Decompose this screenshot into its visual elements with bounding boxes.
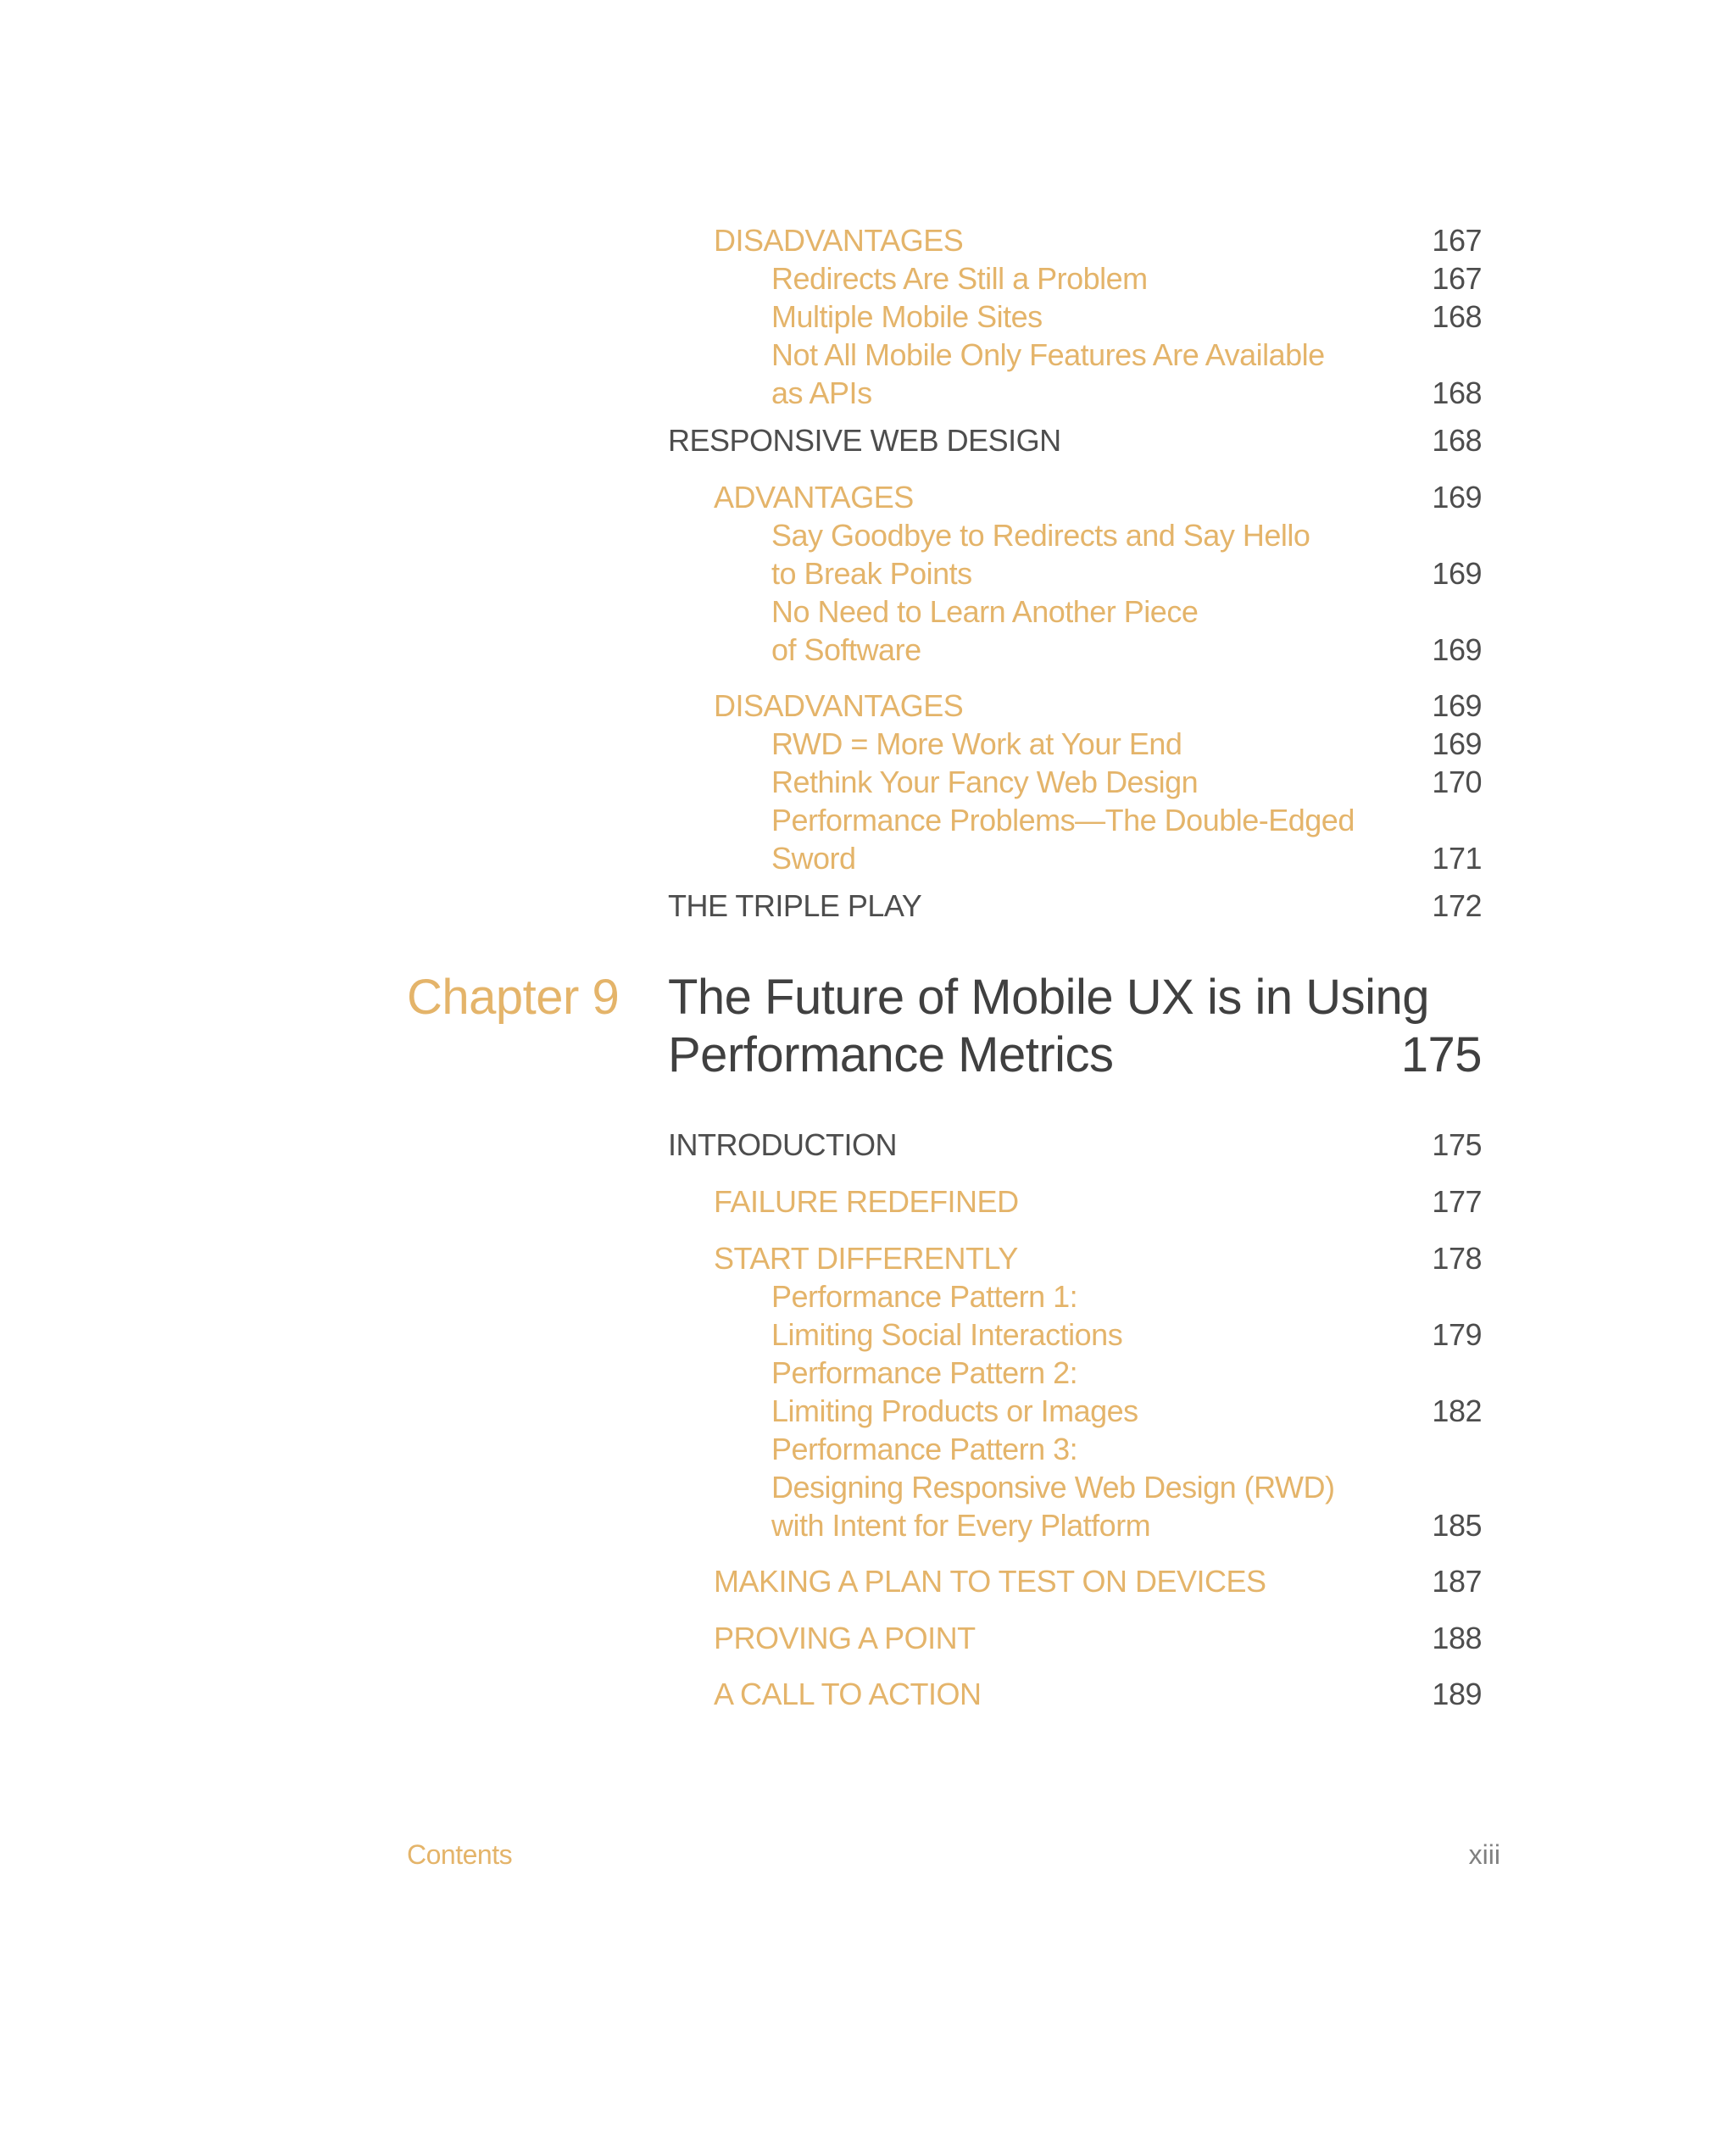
toc-entry-text: of Software (771, 632, 921, 667)
toc-entry-text: Designing Responsive Web Design (RWD) (771, 1470, 1335, 1505)
toc-entry-page: 169 (1432, 480, 1482, 515)
toc-entry-page: 167 (1432, 261, 1482, 296)
chapter-page-number: 175 (1400, 1027, 1482, 1082)
toc-entry-page: 171 (1432, 841, 1482, 876)
toc-entry-text: Redirects Are Still a Problem (771, 261, 1148, 296)
toc-entry-page: 182 (1432, 1393, 1482, 1428)
toc-entry-page: 172 (1432, 888, 1482, 923)
toc-entry-text: Performance Pattern 2: (771, 1355, 1078, 1390)
toc-entry-text: RESPONSIVE WEB DESIGN (668, 423, 1061, 458)
toc-entry-text: as APIs (771, 375, 872, 410)
toc-entry-text: MAKING A PLAN TO TEST ON DEVICES (714, 1564, 1266, 1599)
chapter-label: Chapter 9 (407, 970, 620, 1025)
toc-entry-page: 168 (1432, 375, 1482, 410)
toc-entry-page: 169 (1432, 726, 1482, 761)
toc-entry-text: RWD = More Work at Your End (771, 726, 1182, 761)
toc-entry-text: Multiple Mobile Sites (771, 299, 1043, 334)
toc-entry-text: PROVING A POINT (714, 1621, 976, 1655)
toc-entry-text: Rethink Your Fancy Web Design (771, 765, 1199, 799)
toc-entry-page: 169 (1432, 556, 1482, 591)
toc-entry-text: A CALL TO ACTION (714, 1677, 982, 1711)
toc-entry-page: 189 (1432, 1677, 1482, 1711)
toc-entry-page: 175 (1432, 1127, 1482, 1162)
toc-entry-text: to Break Points (771, 556, 972, 591)
footer-section-title: Contents (407, 1839, 513, 1870)
toc-entry-text: FAILURE REDEFINED (714, 1184, 1019, 1219)
toc-entry-text: Sword (771, 841, 856, 876)
toc-entry-page: 187 (1432, 1564, 1482, 1599)
toc-entry-page: 168 (1432, 299, 1482, 334)
toc-entry-text: Limiting Products or Images (771, 1393, 1138, 1428)
toc-entry-text: Performance Pattern 3: (771, 1432, 1078, 1466)
toc-entry-page: 169 (1432, 632, 1482, 667)
toc-entry-page: 185 (1432, 1508, 1482, 1543)
toc-entry-text: Performance Problems—The Double-Edged (771, 803, 1355, 837)
chapter-title-line-1: The Future of Mobile UX is in Using (668, 970, 1429, 1025)
chapter-title-line-2: Performance Metrics (668, 1027, 1114, 1082)
toc-entry-text: THE TRIPLE PLAY (668, 888, 922, 923)
toc-entry-page: 178 (1432, 1241, 1482, 1276)
toc-entry-text: ADVANTAGES (714, 480, 914, 515)
toc-entry-page: 169 (1432, 688, 1482, 723)
toc-entry-page: 177 (1432, 1184, 1482, 1219)
toc-entry-text: START DIFFERENTLY (714, 1241, 1018, 1276)
toc-entry-text: Limiting Social Interactions (771, 1317, 1123, 1352)
toc-entry-text: DISADVANTAGES (714, 688, 964, 723)
toc-entry-text: DISADVANTAGES (714, 223, 964, 258)
toc-entry-text: Performance Pattern 1: (771, 1279, 1078, 1314)
toc-entry-text: No Need to Learn Another Piece (771, 594, 1199, 629)
footer-page-number: xiii (1468, 1839, 1500, 1870)
toc-entry-text: INTRODUCTION (668, 1127, 897, 1162)
chapter-title (668, 969, 1429, 1084)
toc-entry-text: with Intent for Every Platform (771, 1508, 1151, 1543)
toc-entry-page: 170 (1432, 765, 1482, 799)
toc-entry-page: 188 (1432, 1621, 1482, 1655)
toc-entry-page: 167 (1432, 223, 1482, 258)
toc-entry-page: 168 (1432, 423, 1482, 458)
toc-entry-text: Say Goodbye to Redirects and Say Hello (771, 518, 1310, 553)
toc-entry-page: 179 (1432, 1317, 1482, 1352)
toc-entry-text: Not All Mobile Only Features Are Available (771, 337, 1325, 372)
